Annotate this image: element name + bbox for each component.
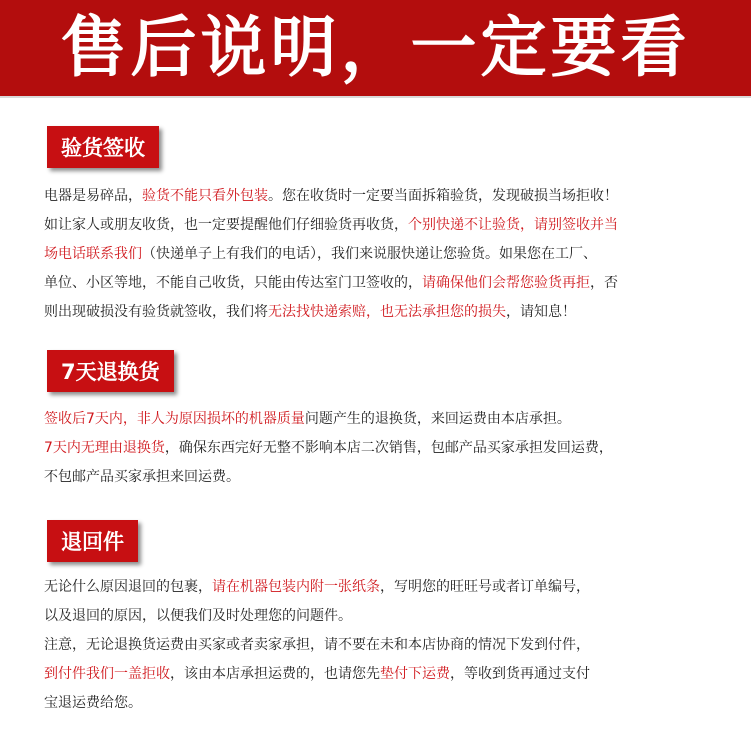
body-text: 则出现破损没有验货就签收，我们将	[44, 304, 268, 320]
highlighted-text: 无法找快递索赔，也无法承担您的损失	[268, 304, 506, 320]
body-text: ，请知息！	[506, 304, 576, 320]
paragraph-line	[44, 269, 712, 298]
section-label-7day-return: 7天退换货	[47, 350, 174, 392]
body-text: 宝退运费给您。	[44, 695, 142, 711]
body-text: 无论什么原因退回的包裹，	[44, 579, 212, 595]
body-text: （快递单子上有我们的电话），我们来说服快递让您验货。如果您在工厂、	[142, 246, 597, 262]
body-text: 问题产生的退换货，来回运费由本店承担。	[304, 411, 571, 427]
highlighted-text: 签收后7天内，非人为原因损坏的机器质量	[44, 411, 305, 427]
section-label-inspection: 验货签收	[47, 126, 159, 168]
body-text: 不包邮产品买家承担来回运费。	[44, 469, 240, 485]
highlighted-text: 场电话联系我们	[44, 246, 142, 262]
paragraph-line	[44, 573, 712, 602]
paragraph-line	[44, 602, 712, 631]
body-text: ，写明您的旺旺号或者订单编号，	[380, 579, 590, 595]
highlighted-text: 7天内无理由退换货	[44, 440, 165, 456]
section-body-returned-items	[44, 573, 712, 718]
highlighted-text: 请在机器包装内附一张纸条	[212, 579, 380, 595]
paragraph-line	[44, 182, 712, 211]
body-text: ，等收到货再通过支付	[450, 666, 590, 682]
paragraph-line	[44, 240, 712, 269]
header-banner	[0, 0, 751, 96]
paragraph-line	[44, 211, 712, 240]
section-body-inspection	[44, 182, 712, 327]
body-text: 。您在收货时一定要当面拆箱验货，发现破损当场拒收！	[268, 188, 618, 204]
body-text: ，该由本店承担运费的，也请您先	[170, 666, 380, 682]
paragraph-line	[44, 298, 712, 327]
paragraph-line	[44, 660, 712, 689]
paragraph-line	[44, 689, 712, 718]
body-text: 单位、小区等地，不能自己收货，只能由传达室门卫签收的，	[44, 275, 422, 291]
highlighted-text: 请确保他们会帮您验货再拒	[422, 275, 590, 291]
body-text: 如让家人或朋友收货，也一定要提醒他们仔细验货再收货，	[44, 217, 408, 233]
highlighted-text: 验货不能只看外包装	[142, 188, 268, 204]
banner-title: 售后说明，一定要看	[60, 9, 691, 86]
section-label-returned-items: 退回件	[47, 520, 138, 562]
body-text: 电器是易碎品，	[44, 188, 142, 204]
paragraph-line	[44, 405, 712, 434]
paragraph-line	[44, 631, 712, 660]
highlighted-text: 到付件我们一盖拒收	[44, 666, 170, 682]
section-body-7day-return	[44, 405, 712, 492]
body-text: 注意，无论退换货运费由买家或者卖家承担，请不要在未和本店协商的情况下发到付件，	[44, 637, 590, 653]
paragraph-line	[44, 434, 712, 463]
body-text: 以及退回的原因，以便我们及时处理您的问题件。	[44, 608, 352, 624]
body-text: ，否	[590, 275, 618, 291]
paragraph-line	[44, 463, 712, 492]
highlighted-text: 个别快递不让验货，请别签收并当	[408, 217, 618, 233]
body-text: ，确保东西完好无整不影响本店二次销售，包邮产品买家承担发回运费，	[164, 440, 613, 456]
highlighted-text: 垫付下运费	[380, 666, 450, 682]
header-divider	[0, 96, 751, 98]
